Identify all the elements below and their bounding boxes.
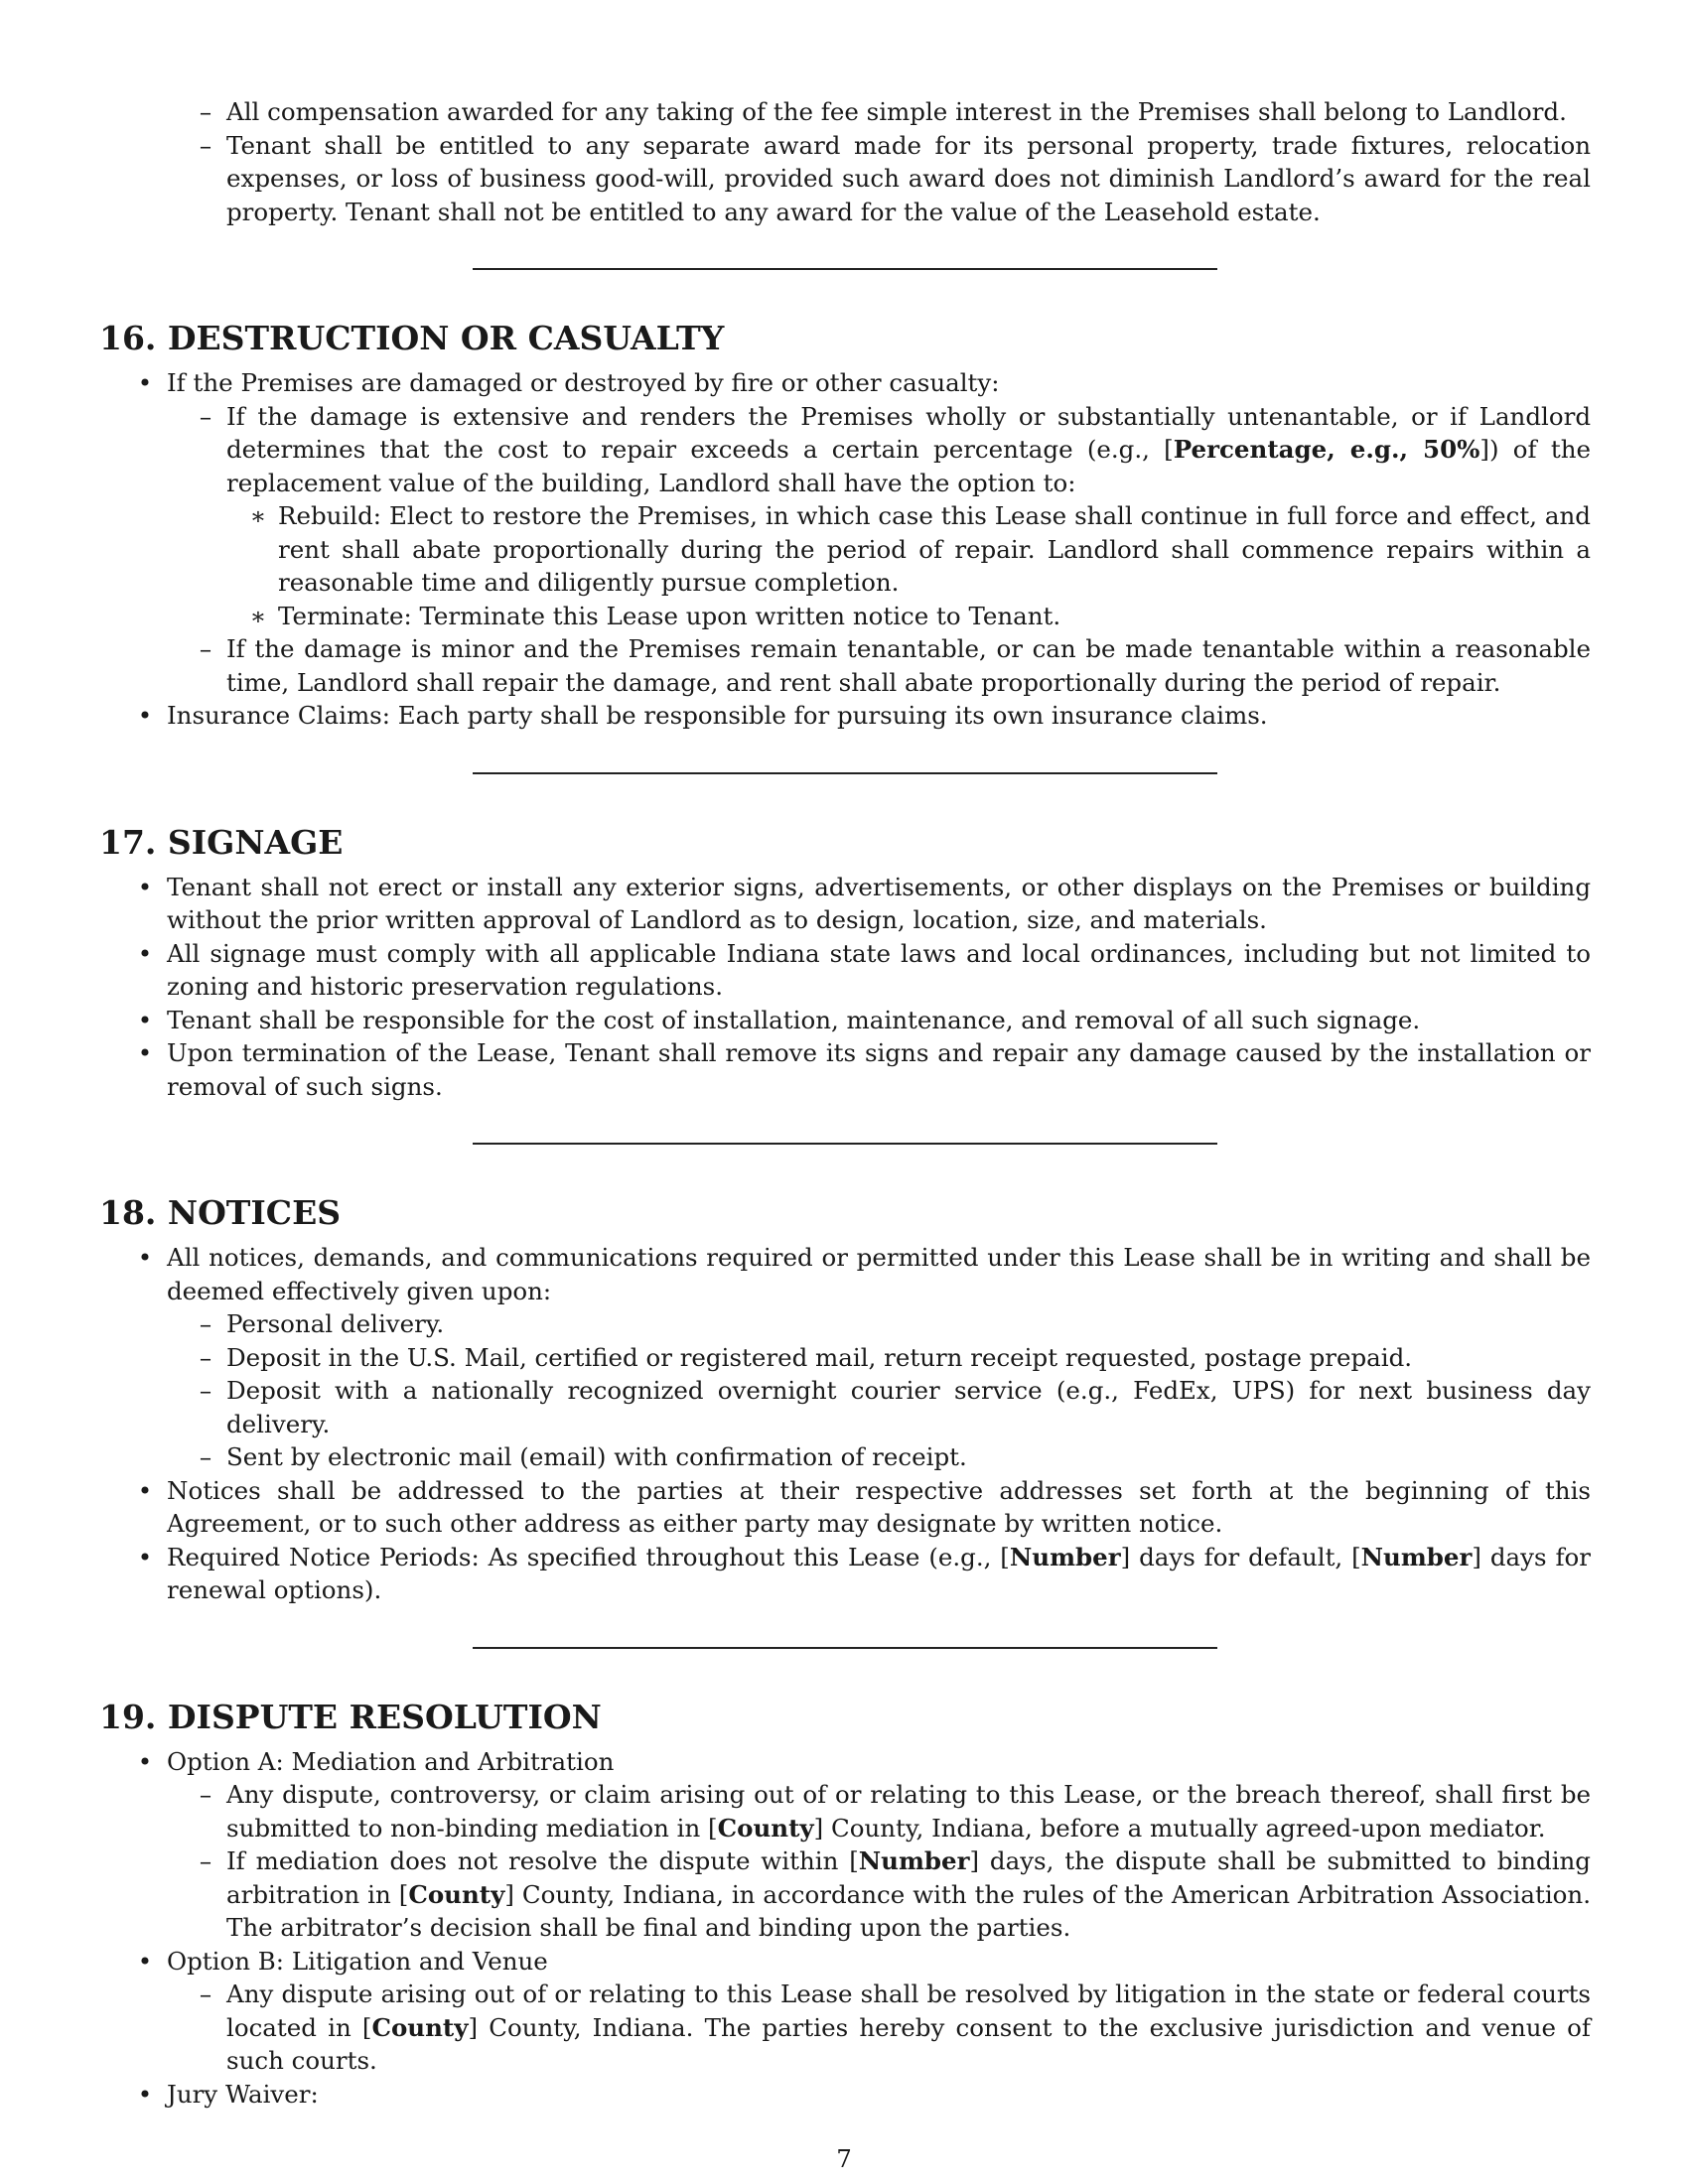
list-item: – If the damage is minor and the Premises remain tenantable, or can be made tenantable within a reasonable time, Landlord shall repair the damage, and rent shall abate proportionally during the period of repair. <box>99 632 1591 699</box>
page-number: 7 <box>836 2144 852 2173</box>
section-heading-16: 16. DESTRUCTION OR CASUALTY <box>99 319 725 357</box>
document-page <box>99 95 1591 2111</box>
placeholder-bold: Number <box>858 1846 970 1875</box>
placeholder-bold: Percentage, e.g., 50% <box>1173 435 1480 464</box>
bullet-marker: • <box>137 1746 153 1776</box>
list-item: • Insurance Claims: Each party shall be responsible for pursuing its own insurance claims. <box>99 699 1591 733</box>
bullet-marker: • <box>137 368 153 397</box>
placeholder-bold: Number <box>1360 1542 1473 1571</box>
dash-marker: – <box>199 1780 212 1809</box>
list-item: – Any dispute arising out of or relating to this Lease shall be resolved by litigation in the state or federal courts located in [County] County, Indiana. The parties hereby consent to the exclusive jurisdiction and venue of such courts. <box>99 1978 1591 2078</box>
section-divider <box>473 1647 1217 1649</box>
asterisk-marker: ∗ <box>249 601 267 630</box>
list-item: – Deposit in the U.S. Mail, certified or registered mail, return receipt requested, postage prepaid. <box>99 1341 1591 1375</box>
bullet-marker: • <box>137 872 153 901</box>
bullet-marker: • <box>137 1243 153 1272</box>
placeholder-bold: County <box>371 2012 469 2042</box>
placeholder-bold: County <box>717 1813 814 1843</box>
list-item: ∗ Rebuild: Elect to restore the Premises, in which case this Lease shall continue in full force and effect, and rent shall abate proportionally during the period of repair. Landlord shall commence repairs within a reasonable time and diligently pursue completion. <box>249 501 1591 597</box>
list-item: – If mediation does not resolve the dispute within [Number] days, the dispute shall be submitted to binding arbitration in [County] County, Indiana, in accordance with the rules of the American Arbitration Association. The arbitrator’s decision shall be final and binding upon the parties. <box>99 1844 1591 1945</box>
dash-marker: – <box>199 401 212 431</box>
section-heading-18: 18. NOTICES <box>99 1193 342 1232</box>
section-17-list <box>99 871 1591 1104</box>
section-18-list <box>99 1241 1591 1307</box>
list-item: • Tenant shall not erect or install any exterior signs, advertisements, or other displays on the Premises or building without the prior written approval of Landlord as to design, location, size, and materials. <box>99 871 1591 937</box>
dash-marker: – <box>199 1442 212 1471</box>
list-item: – All compensation awarded for any taking of the fee simple interest in the Premises shall belong to Landlord. <box>99 95 1591 129</box>
dash-marker: – <box>199 1979 212 2008</box>
list-item: ∗ Terminate: Terminate this Lease upon written notice to Tenant. <box>99 600 1591 633</box>
dash-marker: – <box>199 130 212 160</box>
list-item: – Tenant shall be entitled to any separate award made for its personal property, trade fixtures, relocation expenses, or loss of business good-will, provided such award does not diminish Landlord’s award for the real property. Tenant shall not be entitled to any award for the value of the Leasehold estate. <box>99 129 1591 229</box>
list-item: • If the Premises are damaged or destroyed by fire or other casualty: <box>99 366 1591 400</box>
list-item: • All signage must comply with all applicable Indiana state laws and local ordinances, including but not limited to zoning and historic preservation regulations. <box>99 937 1591 1004</box>
list-item: • Option B: Litigation and Venue <box>99 1945 1591 1979</box>
list-item: – If the damage is extensive and renders the Premises wholly or substantially untenantable, or if Landlord determines that the cost to repair exceeds a certain percentage (e.g., [Percentage, e.g., 50%]) of the replacement value of the building, Landlord shall have the option to: <box>99 400 1591 500</box>
section-19-list <box>99 1745 1591 1779</box>
dash-marker: – <box>199 97 212 126</box>
dash-marker: – <box>199 1376 212 1405</box>
bullet-marker: • <box>137 1038 153 1067</box>
list-item: • Tenant shall be responsible for the cost of installation, maintenance, and removal of all such signage. <box>99 1004 1591 1037</box>
list-item: • Required Notice Periods: As specified throughout this Lease (e.g., [Number] days for default, [Number] days for renewal options). <box>99 1541 1591 1607</box>
placeholder-bold: Number <box>1009 1542 1121 1571</box>
bullet-marker: • <box>137 2079 153 2109</box>
list-item: – Sent by electronic mail (email) with confirmation of receipt. <box>99 1440 1591 1474</box>
bullet-marker: • <box>137 1542 153 1571</box>
section-divider <box>473 268 1217 270</box>
list-item: – Deposit with a nationally recognized overnight courier service (e.g., FedEx, UPS) for next business day delivery. <box>99 1374 1591 1440</box>
dash-marker: – <box>199 1309 212 1338</box>
placeholder-bold: County <box>408 1879 505 1909</box>
list-item: • Notices shall be addressed to the parties at their respective addresses set forth at the beginning of this Agreement, or to such other address as either party may designate by written notice. <box>99 1474 1591 1541</box>
asterisk-marker: ∗ <box>249 501 267 530</box>
dash-marker: – <box>199 1342 212 1372</box>
bullet-marker: • <box>137 701 153 730</box>
section-heading-19: 19. DISPUTE RESOLUTION <box>99 1697 602 1736</box>
list-item: – Any dispute, controversy, or claim arising out of or relating to this Lease, or the breach thereof, shall first be submitted to non-binding mediation in [County] County, Indiana, before a mutually agreed-upon mediator. <box>99 1778 1591 1844</box>
intro-list <box>99 95 1591 228</box>
bullet-marker: • <box>137 1946 153 1976</box>
list-item: – Personal delivery. <box>99 1307 1591 1341</box>
dash-marker: – <box>199 1846 212 1875</box>
list-item: • Jury Waiver: <box>99 2078 1591 2112</box>
bullet-marker: • <box>137 1475 153 1505</box>
dash-marker: – <box>199 634 212 663</box>
section-divider <box>473 772 1217 774</box>
list-item: • Upon termination of the Lease, Tenant shall remove its signs and repair any damage caused by the installation or removal of such signs. <box>99 1036 1591 1103</box>
bullet-marker: • <box>137 1005 153 1034</box>
bullet-marker: • <box>137 938 153 968</box>
list-item: • All notices, demands, and communications required or permitted under this Lease shall be in writing and shall be deemed effectively given upon: <box>99 1241 1591 1307</box>
section-divider <box>473 1143 1217 1145</box>
section-16-list <box>99 366 1591 400</box>
section-heading-17: 17. SIGNAGE <box>99 822 344 862</box>
list-item: • Option A: Mediation and Arbitration <box>99 1745 1591 1779</box>
